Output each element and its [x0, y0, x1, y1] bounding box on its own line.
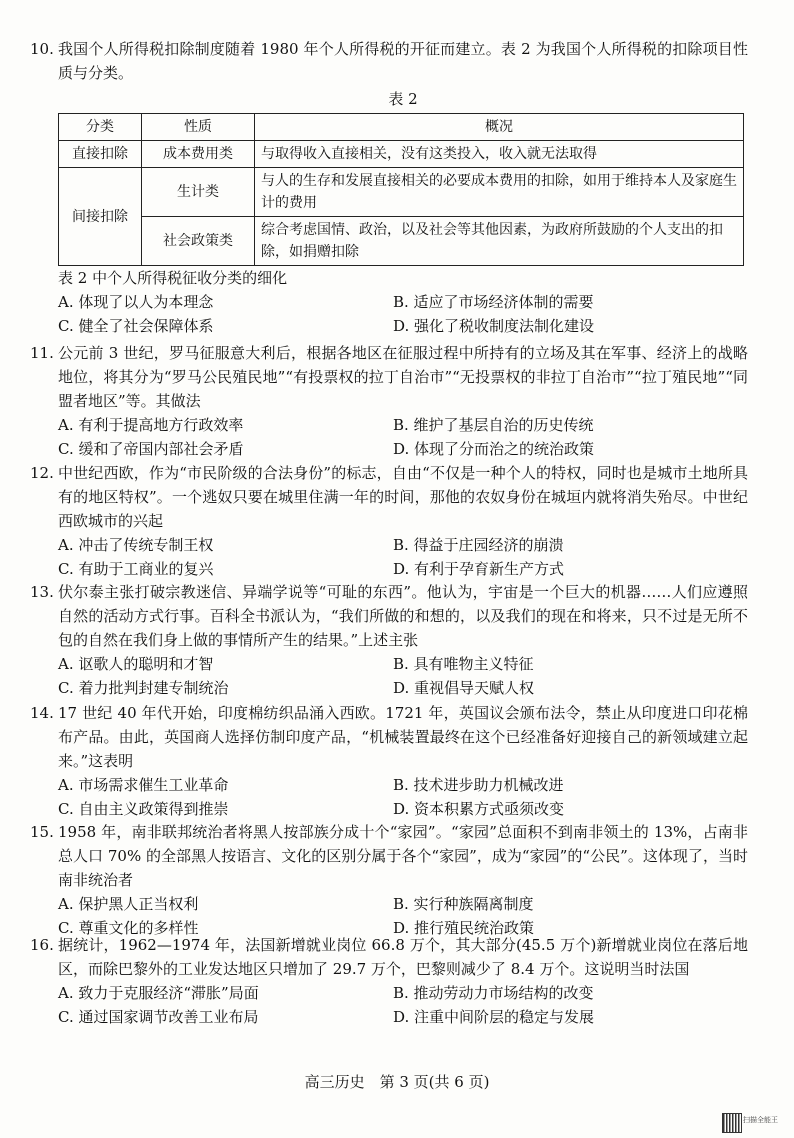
cell-desc: 与人的生存和发展直接相关的必要成本费用的扣除，如用于维持本人及家庭生计的费用: [255, 168, 744, 217]
option-b: B. 实行种族隔离制度: [393, 895, 534, 913]
table-header-row: [59, 114, 744, 141]
scanner-watermark: 扫描全能王: [743, 1116, 778, 1124]
options: [58, 290, 748, 338]
table-row: [59, 168, 744, 217]
option-a: A. 保护黑人正当权利: [58, 895, 199, 913]
question-stem: 公元前 3 世纪，罗马征服意大利后，根据各地区在征服过程中所持有的立场及其在军事、经济上的战略地位，将其分为“罗马公民殖民地”“有投票权的拉丁自治市”“无投票权的非拉丁自治市”“拉丁殖民地”“同盟者地区”等。其做法: [58, 344, 748, 410]
question-12: [30, 461, 748, 581]
option-a: A. 冲击了传统专制王权: [58, 536, 214, 554]
question-number: 10.: [30, 40, 54, 58]
option-b: B. 推动劳动力市场结构的改变: [393, 984, 594, 1002]
question-stem: 17 世纪 40 年代开始，印度棉纺织品涌入西欧。1721 年，英国议会颁布法令，禁止从印度进口印花棉布产品。由此，英国商人选择仿制印度产品，“机械装置最终在这个已经准备好迎接自己的新领域建立起来。”这表明: [58, 704, 748, 770]
question-16: [30, 933, 748, 1029]
question-stem: 我国个人所得税扣除制度随着 1980 年个人所得税的开征而建立。表 2 为我国个人所得税的扣除项目性质与分类。: [58, 40, 748, 82]
question-number: 16.: [30, 936, 54, 954]
table-caption: 表 2: [388, 90, 418, 108]
cell-category: 间接扣除: [59, 168, 142, 266]
question-number: 15.: [30, 823, 54, 841]
cell-category: 直接扣除: [59, 141, 142, 168]
option-d: D. 重视倡导天赋人权: [393, 679, 535, 697]
option-b: B. 具有唯物主义特征: [393, 655, 534, 673]
option-d: D. 资本积累方式亟须改变: [393, 800, 565, 818]
question-number: 11.: [30, 344, 54, 362]
option-b: B. 适应了市场经济体制的需要: [393, 293, 594, 311]
table-row: [59, 217, 744, 266]
question-lead: 表 2 中个人所得税征收分类的细化: [58, 269, 288, 287]
options: [58, 652, 748, 700]
options: [58, 773, 748, 821]
option-b: B. 维护了基层自治的历史传统: [393, 416, 594, 434]
option-c: C. 有助于工商业的复兴: [58, 560, 214, 578]
option-d: D. 注重中间阶层的稳定与发展: [393, 1008, 595, 1026]
header-overview: 概况: [255, 114, 744, 141]
cell-nature: 成本费用类: [142, 141, 255, 168]
question-stem: 中世纪西欧，作为“市民阶级的合法身份”的标志，自由“不仅是一种个人的特权，同时也是城市土地所具有的地区特权”。一个逃奴只要在城里住满一年的时间，那他的农奴身份在城垣内就将消失殆尽。中世纪西欧城市的兴起: [58, 464, 748, 530]
question-stem: 伏尔泰主张打破宗教迷信、异端学说等“可耻的东西”。他认为，宇宙是一个巨大的机器……人们应遵照自然的活动方式行事。百科全书派认为，“我们所做的和想的，以及我们的现在和将来，只不过是无所不包的自然在我们身上做的事情所产生的结果。”上述主张: [58, 583, 748, 649]
option-d: D. 有利于孕育新生产方式: [393, 560, 565, 578]
option-a: A. 讴歌人的聪明和才智: [58, 655, 214, 673]
option-a: A. 致力于克服经济“滞胀”局面: [58, 984, 259, 1002]
cell-nature: 社会政策类: [142, 217, 255, 266]
question-15: [30, 820, 748, 940]
header-nature: 性质: [142, 114, 255, 141]
option-c: C. 自由主义政策得到推崇: [58, 800, 229, 818]
question-stem: 1958 年，南非联邦统治者将黑人按部族分成十个“家园”。“家园”总面积不到南非领土的 13%，占南非总人口 70% 的全部黑人按语言、文化的区别分属于各个“家园”，成为“家园”的“公民”。这体现了，当时南非统治者: [58, 823, 748, 889]
question-number: 14.: [30, 704, 54, 722]
option-a: A. 市场需求催生工业革命: [58, 776, 229, 794]
option-c: C. 健全了社会保障体系: [58, 317, 214, 335]
option-c: C. 尊重文化的多样性: [58, 919, 199, 937]
cell-desc: 与取得收入直接相关，没有这类投入，收入就无法取得: [255, 141, 744, 168]
option-d: D. 强化了税收制度法制化建设: [393, 317, 595, 335]
header-category: 分类: [59, 114, 142, 141]
option-d: D. 体现了分而治之的统治政策: [393, 440, 595, 458]
question-number: 13.: [30, 583, 54, 601]
option-b: B. 技术进步助力机械改进: [393, 776, 564, 794]
options: [58, 981, 748, 1029]
option-a: A. 体现了以人为本理念: [58, 293, 214, 311]
option-c: C. 通过国家调节改善工业布局: [58, 1008, 259, 1026]
cell-nature: 生计类: [142, 168, 255, 217]
option-a: A. 有利于提高地方行政效率: [58, 416, 244, 434]
option-c: C. 着力批判封建专制统治: [58, 679, 229, 697]
options: [58, 533, 748, 581]
options: [58, 413, 748, 461]
question-13: [30, 580, 748, 700]
question-stem: 据统计，1962—1974 年，法国新增就业岗位 66.8 万个，其大部分(45.5 万个)新增就业岗位在落后地区，而除巴黎外的工业发达地区只增加了 29.7 万个，巴黎则减少了 8.4 万个。这说明当时法国: [58, 936, 748, 978]
question-14: [30, 701, 748, 821]
table-row: [59, 141, 744, 168]
question-11: [30, 341, 748, 461]
cell-desc: 综合考虑国情、政治，以及社会等其他因素，为政府所鼓励的个人支出的扣除，如捐赠扣除: [255, 217, 744, 266]
option-c: C. 缓和了帝国内部社会矛盾: [58, 440, 244, 458]
page-footer: 高三历史 第 3 页(共 6 页): [304, 1073, 490, 1091]
question-10: [30, 37, 748, 338]
deduction-table: [58, 113, 744, 266]
option-d: D. 推行殖民统治政策: [393, 919, 535, 937]
question-number: 12.: [30, 464, 54, 482]
qr-code-icon: [722, 1113, 742, 1133]
option-b: B. 得益于庄园经济的崩溃: [393, 536, 564, 554]
